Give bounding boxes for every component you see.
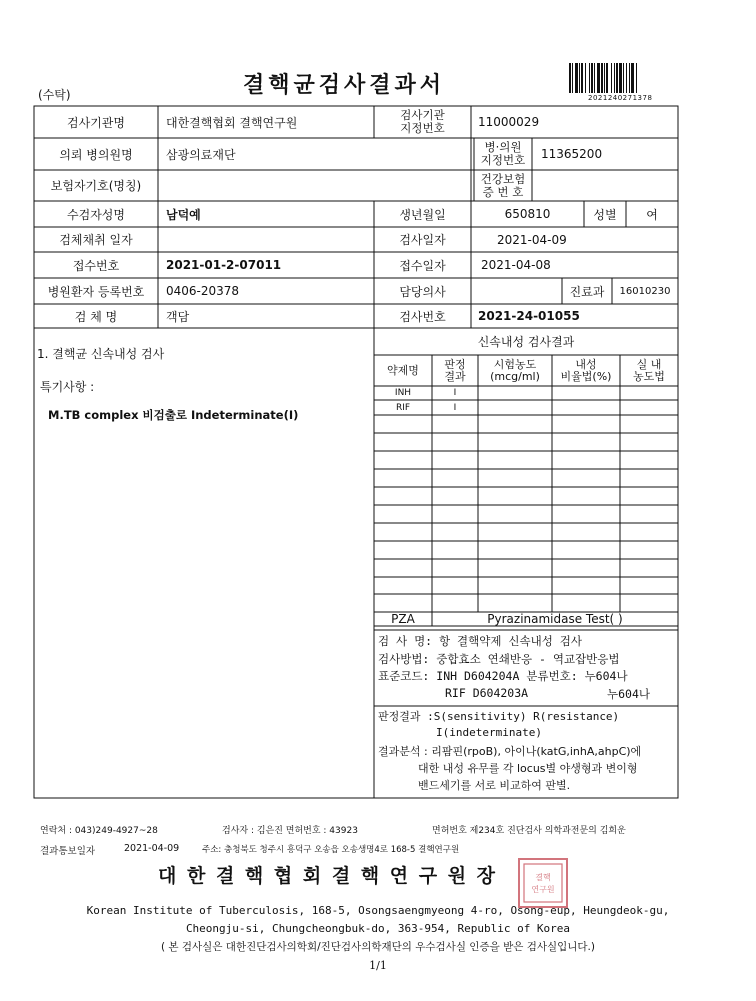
judgement-line-4: 대한 내성 유무를 각 locus별 야생형과 변이형	[418, 762, 638, 775]
insured-value	[166, 170, 466, 201]
institution-no-label	[374, 106, 471, 138]
requester-label: 의뢰 병의원명	[59, 147, 133, 162]
health-cert-label-1: 건강보험	[480, 171, 526, 186]
page-title: 결핵균검사결과서	[243, 73, 446, 98]
judgement-line-2: I(indeterminate)	[436, 726, 542, 739]
notify-label: 결과통보일자	[40, 846, 96, 857]
health-cert-label-2: 증 번 호	[482, 184, 524, 199]
receipt-no-value: 2021-01-2-07011	[166, 258, 282, 272]
test-item: 1. 결핵균 신속내성 검사	[37, 347, 165, 361]
test-no-label: 검사번호	[399, 309, 446, 324]
birth-label: 생년월일	[399, 207, 446, 222]
specimen-value: 객담	[166, 309, 190, 324]
receive-mark: (수탁)	[38, 88, 71, 102]
result-header-3: 내성 비율법(%)	[560, 357, 612, 383]
hospital-no-label-2: 지정번호	[480, 153, 526, 167]
specimen-label: 검 체 명	[74, 309, 118, 324]
judgement-line-5: 밴드세기를 서로 비교하여 판별.	[418, 779, 571, 792]
method-line-4b: 누604나	[607, 687, 650, 701]
patient-value: 남덕예	[166, 207, 201, 222]
page-number: 1/1	[369, 959, 387, 972]
patient-label: 수검자성명	[67, 207, 125, 222]
doctor-label: 담당의사	[399, 284, 446, 299]
reg-no-label: 병원환자 등록번호	[47, 284, 145, 299]
result-header-4: 실 내 농도법	[633, 357, 665, 383]
institution-no-value: 11000029	[478, 115, 540, 129]
official-seal	[518, 858, 568, 908]
hospital-no-value: 11365200	[541, 147, 603, 161]
notify-date: 2021-04-09	[124, 843, 180, 854]
collect-value	[166, 227, 366, 252]
footer-license: 면허번호 제234호 진단검사 의학과전문의 김희운	[432, 826, 626, 836]
address-kr: 주소: 충청북도 청주시 흥덕구 오송읍 오송생명4로 168-5 결핵연구원	[202, 845, 460, 855]
method-line-2: 검사방법: 중합효소 연쇄반응 - 역교잡반응법	[378, 651, 620, 666]
result-header-0: 약제명	[387, 363, 419, 377]
cert-note: ( 본 검사실은 대한진단검사의학회/진단검사의학재단의 우수검사실 인증을 받은 검사실입니다.)	[160, 941, 595, 953]
hospital-no-label-1: 병·의원	[484, 140, 522, 154]
pza-value: Pyrazinamidase Test( )	[487, 612, 623, 626]
institution-label: 검사기관명	[67, 115, 125, 130]
health-cert-value	[541, 170, 671, 201]
seal-pattern	[520, 860, 566, 906]
reg-no-value: 0406-20378	[166, 284, 240, 298]
test-date-label: 검사일자	[399, 233, 446, 247]
dept-label: 진료과	[569, 284, 605, 299]
institution-no-label-1: 검사기관	[400, 108, 445, 122]
method-line-3: 표준코드: INH D604204A 분류번호: 누604나	[378, 669, 628, 683]
method-block	[378, 633, 628, 686]
birth-value: 650810	[504, 207, 551, 221]
receipt-date-value: 2021-04-08	[481, 258, 551, 272]
hospital-no-label	[474, 138, 532, 170]
pza-label: PZA	[391, 612, 415, 626]
result-judgement: I	[453, 402, 457, 413]
receipt-date-label: 접수일자	[399, 258, 446, 273]
result-header-2: 시험농도 (mcg/ml)	[490, 357, 540, 383]
collect-label: 검체채취 일자	[59, 233, 133, 247]
health-cert-label	[474, 170, 532, 201]
requester-value: 삼광의료재단	[166, 147, 236, 162]
address-en-2: Cheongju-si, Chungcheongbuk-do, 363-954, Republic of Korea	[185, 922, 571, 935]
svg-text:결핵: 결핵	[535, 873, 551, 882]
method-line-1: 검 사 명: 항 결핵약제 신속내성 검사	[378, 634, 582, 648]
insured-label: 보험자기호(명칭)	[50, 179, 142, 193]
barcode-number: 2021240271378	[588, 94, 653, 102]
sex-label: 성별	[593, 207, 617, 222]
result-header-1: 판정 결과	[444, 357, 466, 383]
org-name: 대 한 결 핵 협 회 결 핵 연 구 원 장	[158, 865, 498, 887]
svg-text:연구원: 연구원	[531, 885, 555, 894]
judgement-line-3: 결과분석 : 리팜핀(rpoB), 아이나(katG,inhA,ahpC)에	[378, 745, 642, 758]
remarks-label: 특기사항 :	[40, 380, 95, 394]
address-en-1: Korean Institute of Tuberculosis, 168-5, Osongsaengmyeong 4-ro, Osong-eup, Heungdeok-gu,	[86, 904, 670, 917]
remarks-value: M.TB complex 비검출로 Indeterminate(I)	[48, 408, 299, 422]
footer-examiner: 검사자 : 김은진 면허번호 : 43923	[222, 826, 358, 836]
institution-value: 대한결핵협회 결핵연구원	[166, 115, 298, 130]
institution-no-label-2: 지정번호	[400, 121, 445, 135]
footer-tel: 연락처 : 043)249-4927~28	[40, 826, 158, 836]
result-drug: INH	[394, 388, 412, 398]
method-line-4: RIF D604203A	[445, 686, 529, 700]
sex-value: 여	[646, 207, 658, 222]
dept-value: 16010230	[619, 285, 671, 297]
receipt-no-label: 접수번호	[72, 258, 120, 273]
result-judgement: I	[453, 388, 457, 398]
judgement-line-1: 판정결과 :S(sensitivity) R(resistance)	[378, 710, 620, 723]
test-date-value: 2021-04-09	[497, 232, 567, 247]
result-drug: RIF	[395, 402, 411, 413]
test-no-value: 2021-24-01055	[478, 309, 580, 323]
doctor-value	[478, 278, 558, 304]
result-title: 신속내성 검사결과	[477, 335, 575, 349]
